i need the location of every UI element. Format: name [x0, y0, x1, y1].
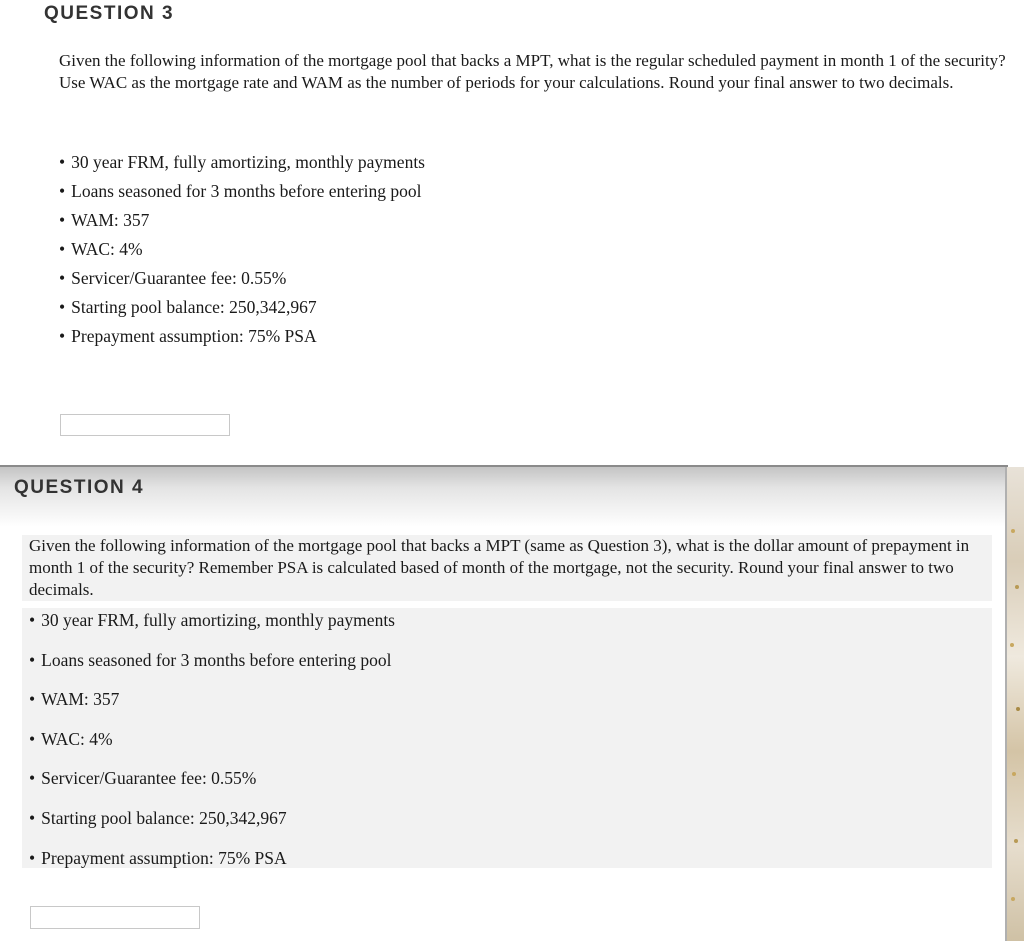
list-item: • Loans seasoned for 3 months before entering pool — [29, 648, 395, 688]
question-3-answer-input[interactable] — [60, 414, 230, 436]
list-item: • WAC: 4% — [59, 235, 425, 264]
list-item: • Starting pool balance: 250,342,967 — [59, 293, 425, 322]
list-item: • Loans seasoned for 3 months before entering pool — [59, 177, 425, 206]
question-4-info-list — [29, 608, 395, 885]
list-item: • WAC: 4% — [29, 727, 395, 767]
list-item: • 30 year FRM, fully amortizing, monthly payments — [29, 608, 395, 648]
question-4-title: QUESTION 4 — [14, 477, 145, 498]
question-4-prompt: Given the following information of the mortgage pool that backs a MPT (same as Question 3), what is the dollar amount of prepayment in month 1 of the security? Remember PSA is calculated based of month of the mortgage, not the security. Round your final answer to two decimals. — [22, 535, 992, 601]
window-edge — [1005, 467, 1007, 941]
question-3-prompt: Given the following information of the mortgage pool that backs a MPT, what is the regular scheduled payment in month 1 of the security? Use WAC as the mortgage rate and WAM as the number of periods for your calculations. Round your final answer to two decimals. — [59, 51, 1006, 92]
background-photo-edge — [1006, 467, 1024, 941]
list-item: • Prepayment assumption: 75% PSA — [29, 846, 395, 886]
list-item: • Servicer/Guarantee fee: 0.55% — [29, 766, 395, 806]
question-3-title: QUESTION 3 — [44, 3, 175, 24]
question-4-answer-input[interactable] — [30, 906, 200, 929]
list-item: • Starting pool balance: 250,342,967 — [29, 806, 395, 846]
window-shadow — [0, 467, 1008, 527]
list-item: • Servicer/Guarantee fee: 0.55% — [59, 264, 425, 293]
list-item: • 30 year FRM, fully amortizing, monthly payments — [59, 148, 425, 177]
list-item: • WAM: 357 — [59, 206, 425, 235]
list-item: • WAM: 357 — [29, 687, 395, 727]
list-item: • Prepayment assumption: 75% PSA — [59, 322, 425, 351]
question-3-info-list — [59, 148, 425, 351]
